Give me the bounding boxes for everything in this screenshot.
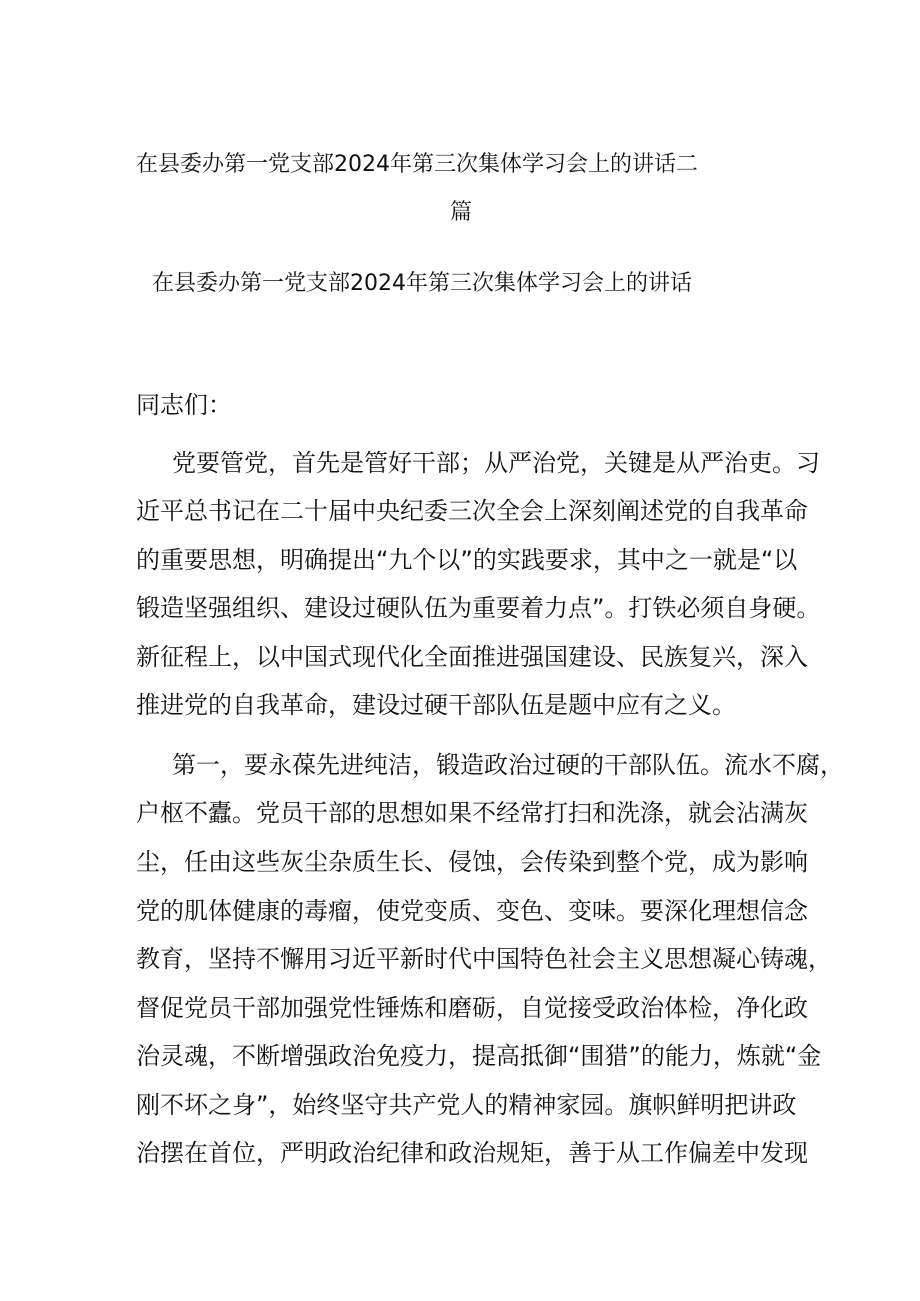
paragraph-2-line-9: 治摆在首位，严明政治纪律和政治规矩，善于从工作偏差中发现 (136, 1139, 808, 1167)
paragraph-2-line-7: 治灵魂，不断增强政治免疫力，提高抵御“围猎”的能力，炼就“金 (136, 1042, 822, 1070)
paragraph-2-line-4: 党的肌体健康的毒瘤，使党变质、变色、变味。要深化理想信念 (136, 897, 808, 925)
paragraph-1-line-6: 推进党的自我革命，建设过硬干部队伍是题中应有之义。 (136, 691, 736, 719)
paragraph-2-line-8: 刚不坏之身”，始终坚守共产党人的精神家园。旗帜鲜明把讲政 (136, 1091, 797, 1119)
paragraph-1-line-2: 近平总书记在二十届中央纪委三次全会上深刻阐述党的自我革命 (136, 497, 808, 525)
paragraph-1-line-3: 的重要思想，明确提出“九个以”的实践要求，其中之一就是“以 (136, 546, 798, 574)
document-title-line-2: 篇 (450, 200, 473, 225)
paragraph-1-line-1: 党要管党，首先是管好干部；从严治党，关键是从严治吏。习 (172, 449, 820, 477)
greeting: 同志们： (136, 391, 232, 419)
paragraph-2-line-5: 教育，坚持不懈用习近平新时代中国特色社会主义思想凝心铸魂， (136, 945, 832, 973)
paragraph-1-line-5: 新征程上，以中国式现代化全面推进强国建设、民族复兴，深入 (136, 643, 808, 671)
paragraph-2-line-3: 尘，任由这些灰尘杂质生长、侵蚀，会传染到整个党，成为影响 (136, 848, 808, 876)
paragraph-1-line-4: 锻造坚强组织、建设过硬队伍为重要着力点”。打铁必须自身硬。 (136, 594, 821, 622)
paragraph-2-line-1: 第一，要永葆先进纯洁，锻造政治过硬的干部队伍。流水不腐， (172, 751, 844, 779)
paragraph-2-line-2: 户枢不蠹。党员干部的思想如果不经常打扫和洗涤，就会沾满灰 (136, 799, 808, 827)
paragraph-2-line-6: 督促党员干部加强党性锤炼和磨砺，自觉接受政治体检，净化政 (136, 994, 808, 1022)
document-subtitle: 在县委办第一党支部2024年第三次集体学习会上的讲话 (152, 271, 692, 296)
document-title-line-1: 在县委办第一党支部2024年第三次集体学习会上的讲话二 (136, 152, 698, 177)
